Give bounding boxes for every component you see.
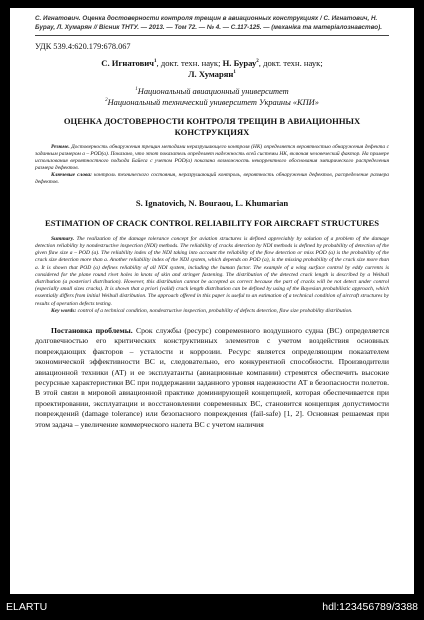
affiliation-sup: 2	[105, 98, 108, 104]
keywords-ru-text: контроль технического состояния, неразрушающий контроль, вероятность обнаружения дефектов, распределение размера дефектов.	[35, 172, 389, 186]
authors-en: S. Ignatovich, N. Bouraou, L. Khumarian	[135, 198, 289, 209]
affiliation-sup: 1	[135, 87, 138, 93]
document-page	[10, 8, 414, 594]
author-name: С. Игнатович	[101, 58, 155, 69]
affiliation-text: Национальный технический университет Украины «КПИ»	[107, 98, 319, 108]
problem-statement-label: Постановка проблемы.	[51, 325, 133, 335]
abstract-en-label: Summary.	[51, 235, 75, 242]
abstract-ru-text: Достоверность обнаружения трещин методами неразрушающего контроля (НК) определяется вероятностью обнаружения дефекта с заданным размером а – POD(a). Показано, что этот показатель определяет надежность всей системы НК, включая человеческий фактор. На примере использования вероятностного подхода Байеса с учетом POD(a) показана возможность некорректного обоснования эмпирического распределения размера дефектов.	[35, 144, 389, 172]
udk-code: УДК 539.4:620.179:678.067	[35, 42, 131, 52]
citation-header: С. Игнатович. Оценка достоверности контроля трещин в авиационных конструкциях / С. Игнатович, Н. Бурау, Л. Хумарян // Вісник ТНТУ. — 2013. — Том 72. — № 4. — С.117-125. — (механіка та матеріалознавство).	[35, 15, 382, 31]
footer-handle-label: hdl:123456789/3388	[322, 601, 418, 613]
title-ru: ОЦЕНКА ДОСТОВЕРНОСТИ КОНТРОЛЯ ТРЕЩИН В АВИАЦИОННЫХ КОНСТРУКЦИЯХ	[63, 116, 361, 137]
affiliation	[35, 86, 389, 97]
author-sup: 2	[256, 59, 259, 65]
body-paragraph	[35, 326, 389, 430]
keywords-ru-label: Ключевые слова:	[51, 172, 92, 179]
keywords-en-text: control of a technical condition, nondestructive inspection, probability of defects detection, flaw size probability distribution.	[76, 307, 353, 314]
author-name: Л. Хумарян	[188, 69, 234, 80]
abstract-en	[35, 236, 389, 308]
header-rule	[35, 35, 389, 36]
affiliation-text: Национальный авиационный университет	[137, 87, 289, 97]
keywords-ru	[35, 172, 389, 186]
title-en: ESTIMATION OF CRACK CONTROL RELIABILITY FOR AIRCRAFT STRUCTURES	[44, 218, 380, 229]
abstract-ru	[35, 144, 389, 172]
footer-repository-label: ELARTU	[6, 601, 48, 613]
author-name: Н. Бурау	[222, 58, 257, 69]
affiliations	[35, 86, 389, 108]
abstract-ru-label: Резюме.	[51, 144, 70, 151]
keywords-en	[35, 308, 389, 315]
body-text: Срок службы (ресурс) современного воздушного судна (ВС) определяется долговечностью его критических конструктивных элементов с учетом воздействия основных повреждающих факторов – усталости и коррозии. Ресурс является определяющим показателем экономической эффективности ВС и, следовательно, его конкурентной способности. Производители авиационной техники (АТ) и ее эксплуатанты (авиационные компании) стремятся обеспечить высокие ресурсные характеристики ВС при поддержании заданного уровня надежности АТ в безопасности полетов. В этой связи в мировой авиационной практике доминирующей концепцией, которая обеспечивается при проектировании, эксплуатации и восстановлении современных ВС, становится концепция допустимости повреждений (damage tolerance) или безопасного повреждения (fail-safe) [1, 2]. Основная решаемая при этом задача – увеличение коммерческого налета ВС с учетом наличия	[35, 325, 389, 429]
author-degree: , докт. техн. наук;	[156, 58, 223, 69]
authors-ru	[35, 58, 389, 80]
author-sup: 1	[233, 70, 236, 76]
author-degree: , докт. техн. наук;	[258, 58, 323, 69]
affiliation	[35, 97, 389, 108]
abstract-en-text: The realization of the damage tolerance concept for aviation structures is defined appreciably by solution of a problem of the damage detection reliability by nondestructive inspection (NDI) methods. The reliability of cracks detection by NDI methods is defined by probability of detection of the given flaw size a – POD (a). The reliability index of the NDI taking into account the reliability of the flow detection or miss POD (a) is the probability of the crack size detection more than a. Another reliability index of the NDI system, which depends on POD (a), is the missing probability of the crack size more than a. It is shown that POD (a) defines reliability of all NDI system, including the human factor. The example of a wing surface control by eddy currents is considered for the plane round rivet holes in knots of skin and stringer fastening. The distribution of the detected crack length is described by a Weibull distribution (a posteriori distribution). However, this distribution cannot be accepted as correct because the part of cracks will be not detect under control (especially small sizes cracks). It is shown that a priori (valid) crack length distribution can be defined by using of the Bayesian probabilistic approach, which essentially differs from initial Weibull distribution. The approach offered in this paper is useful to an estimation of a technical condition of aircraft structures by results of operation defects testing.	[35, 235, 389, 307]
author-sup: 1	[154, 59, 157, 65]
keywords-en-label: Key words:	[51, 307, 77, 314]
page-content	[35, 15, 389, 430]
viewer-footer	[0, 596, 424, 620]
